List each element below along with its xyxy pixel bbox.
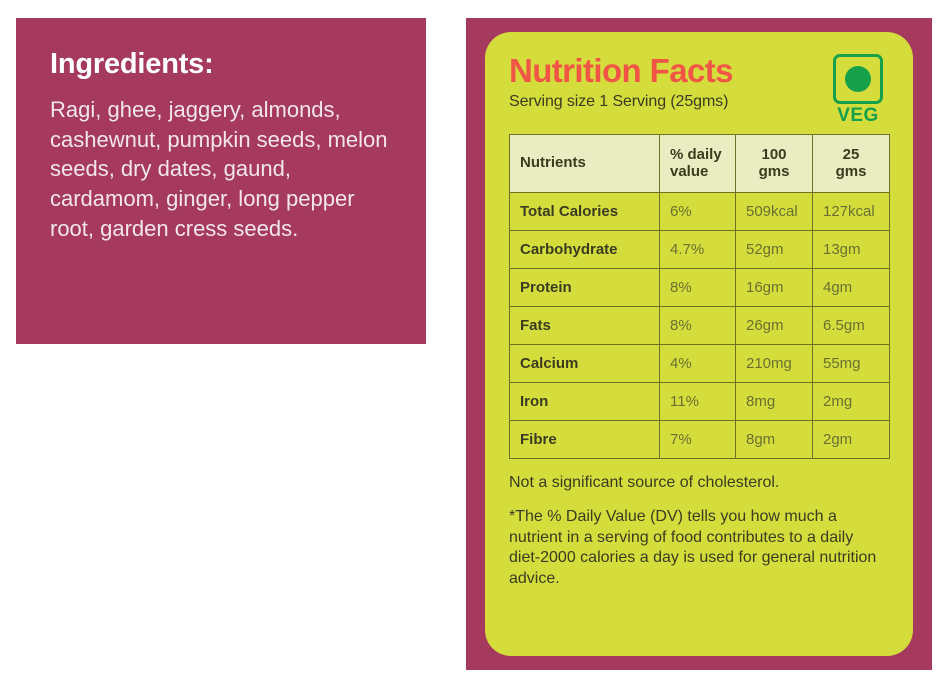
ingredients-text: Ragi, ghee, jaggery, almonds, cashewnut, pumpkin seeds, melon seeds, dry dates, gaund, cardamom, ginger, long pepper root, garden cress seeds. [50,97,388,241]
daily-value-note: *The % Daily Value (DV) tells you how much a nutrient in a serving of food contributes to a daily diet-2000 calories a day is used for general nutrition advice. [509,508,877,587]
veg-dot-icon [845,66,871,92]
nutrient-per-25gms: 127kcal [813,193,890,231]
table-row [510,421,890,459]
table-row [510,345,890,383]
column-header-nutrients: Nutrients [510,135,660,193]
nutrient-per-25gms: 6.5gm [813,307,890,345]
nutrient-daily-value: 11% [660,383,736,421]
column-header-100gms-line2: gms [758,162,790,180]
column-header-25gms-line2: gms [835,162,867,180]
nutrition-facts-card [485,32,913,656]
nutrient-per-25gms: 2gm [813,421,890,459]
nutrient-per-25gms: 13gm [813,231,890,269]
table-row [510,383,890,421]
table-row [510,231,890,269]
nutrient-per-100gms: 8mg [736,383,813,421]
nutrient-per-25gms: 2mg [813,383,890,421]
nutrition-header [509,54,889,130]
ingredients-title: Ingredients: [50,48,214,80]
nutrient-per-25gms: 55mg [813,345,890,383]
column-header-daily-value-line1: % daily [670,146,722,163]
nutrition-panel-background [466,18,932,670]
veg-badge-label: VEG [837,105,879,126]
nutrient-daily-value: 4.7% [660,231,736,269]
column-header-25gms-line1: 25 [842,146,860,163]
nutrient-per-25gms: 4gm [813,269,890,307]
nutrient-daily-value: 8% [660,269,736,307]
ingredients-panel [16,18,426,344]
nutrient-name: Fibre [510,421,660,459]
nutrient-per-100gms: 16gm [736,269,813,307]
table-row [510,193,890,231]
veg-badge [827,54,889,127]
nutrient-daily-value: 7% [660,421,736,459]
nutrient-name: Carbohydrate [510,231,660,269]
nutrition-facts-title: Nutrition Facts [509,52,733,89]
nutrient-per-100gms: 210mg [736,345,813,383]
column-header-25gms [813,135,890,193]
column-header-100gms [736,135,813,193]
nutrient-name: Total Calories [510,193,660,231]
nutrient-name: Fats [510,307,660,345]
nutrient-daily-value: 8% [660,307,736,345]
nutrient-per-100gms: 8gm [736,421,813,459]
nutrient-name: Calcium [510,345,660,383]
table-row [510,307,890,345]
veg-mark-icon [833,54,883,104]
nutrient-per-100gms: 26gm [736,307,813,345]
column-header-daily-value-line2: value [670,162,709,180]
nutrient-per-100gms: 52gm [736,231,813,269]
nutrient-daily-value: 4% [660,345,736,383]
column-header-100gms-line1: 100 [761,146,787,163]
nutrient-name: Protein [510,269,660,307]
nutrient-per-100gms: 509kcal [736,193,813,231]
cholesterol-note: Not a significant source of cholesterol. [509,474,780,491]
table-header-row [510,135,890,193]
serving-size-text: Serving size 1 Serving (25gms) [509,92,729,110]
column-header-daily-value [660,135,736,193]
nutrition-table [509,134,890,459]
nutrient-name: Iron [510,383,660,421]
nutrient-daily-value: 6% [660,193,736,231]
table-row [510,269,890,307]
